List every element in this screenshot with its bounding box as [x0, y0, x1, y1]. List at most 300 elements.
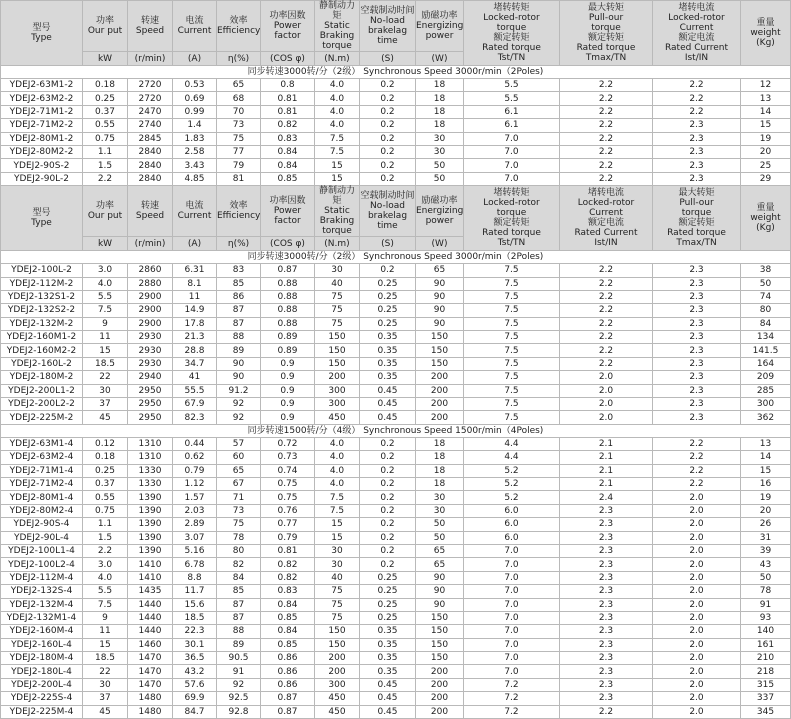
value-cell: 11.7 [173, 585, 217, 598]
value-cell: 200 [416, 398, 464, 411]
value-cell: 0.87 [261, 264, 315, 277]
table-row [1, 172, 791, 185]
value-cell: 29 [741, 172, 791, 185]
model-cell: YDEJ2-71M1-2 [1, 105, 83, 118]
header-line: 重量 [756, 18, 775, 28]
header-line: 堵转电流 [587, 188, 624, 199]
value-cell: 30 [315, 264, 360, 277]
table-row [1, 145, 791, 158]
section-row [1, 251, 791, 264]
value-cell: 2.1 [560, 464, 653, 477]
value-cell: 2900 [128, 304, 173, 317]
value-cell: 0.81 [261, 105, 315, 118]
header-line: 型号 [32, 208, 51, 219]
value-cell: 65 [217, 79, 261, 92]
value-cell: 4.0 [83, 277, 128, 290]
header-line: Rated torque [576, 43, 636, 53]
value-cell: 134 [741, 331, 791, 344]
value-cell: 22.3 [173, 625, 217, 638]
value-cell: 87 [217, 611, 261, 624]
value-cell: 83 [217, 264, 261, 277]
value-cell: 0.9 [261, 398, 315, 411]
value-cell: 2.3 [560, 652, 653, 665]
value-cell: 2.3 [653, 344, 741, 357]
value-cell: 0.35 [360, 652, 416, 665]
value-cell: 7.0 [464, 665, 560, 678]
value-cell: 0.2 [360, 504, 416, 517]
value-cell: 1410 [128, 558, 173, 571]
value-cell: 7.0 [464, 571, 560, 584]
model-cell: YDEJ2-63M1-4 [1, 437, 83, 450]
value-cell: 9 [83, 317, 128, 330]
value-cell: 1435 [128, 585, 173, 598]
value-cell: 5.2 [464, 491, 560, 504]
value-cell: 1480 [128, 692, 173, 705]
value-cell: 30 [416, 491, 464, 504]
value-cell: 2.0 [653, 491, 741, 504]
value-cell: 43 [741, 558, 791, 571]
value-cell: 7.5 [464, 304, 560, 317]
value-cell: 200 [315, 371, 360, 384]
value-cell: 0.25 [360, 317, 416, 330]
value-cell: 2.2 [560, 317, 653, 330]
value-cell: 0.75 [261, 477, 315, 490]
value-cell: 7.0 [464, 611, 560, 624]
value-cell: 0.81 [261, 92, 315, 105]
value-cell: 15 [315, 159, 360, 172]
value-cell: 92 [217, 398, 261, 411]
unit-cell: (r/min) [128, 237, 173, 251]
header-line: Rated Current [664, 43, 728, 53]
value-cell: 73 [217, 504, 261, 517]
value-cell: 40 [315, 571, 360, 584]
value-cell: 6.0 [464, 504, 560, 517]
value-cell: 5.2 [464, 464, 560, 477]
value-cell: 2.2 [653, 477, 741, 490]
value-cell: 2900 [128, 290, 173, 303]
header-line: Power factor [273, 206, 302, 227]
header-line: Speed [135, 211, 165, 222]
value-cell: 7.5 [83, 304, 128, 317]
model-cell: YDEJ2-225M-4 [1, 705, 83, 718]
value-cell: 450 [315, 411, 360, 424]
header-line: No-load [370, 16, 405, 26]
value-cell: 7.0 [464, 585, 560, 598]
value-cell: 2.0 [653, 611, 741, 624]
model-cell: YDEJ2-180M-2 [1, 371, 83, 384]
value-cell: 0.25 [360, 598, 416, 611]
header-line: torque [681, 208, 712, 219]
value-cell: 2.3 [653, 172, 741, 185]
value-cell: 2.2 [83, 544, 128, 557]
model-cell: YDEJ2-200L-4 [1, 678, 83, 691]
unit-cell: (COS φ) [261, 52, 315, 66]
value-cell: 2.2 [653, 105, 741, 118]
col-weight-header [741, 1, 791, 66]
model-cell: YDEJ2-180M-4 [1, 652, 83, 665]
col-current-header [173, 1, 217, 52]
value-cell: 0.82 [261, 558, 315, 571]
header-line: Tmax/TN [676, 238, 717, 249]
value-cell: 218 [741, 665, 791, 678]
value-cell: 2880 [128, 277, 173, 290]
value-cell: 2.2 [560, 290, 653, 303]
header-line: (Kg) [756, 223, 775, 234]
value-cell: 2.0 [653, 571, 741, 584]
table-row [1, 598, 791, 611]
value-cell: 7.5 [464, 317, 560, 330]
value-cell: 200 [416, 371, 464, 384]
value-cell: 150 [315, 331, 360, 344]
value-cell: 2.2 [560, 331, 653, 344]
value-cell: 7.5 [83, 598, 128, 611]
value-cell: 1.1 [83, 518, 128, 531]
value-cell: 0.2 [360, 159, 416, 172]
value-cell: 85 [217, 585, 261, 598]
value-cell: 2.03 [173, 504, 217, 517]
value-cell: 0.84 [261, 598, 315, 611]
value-cell: 0.99 [173, 105, 217, 118]
value-cell: 0.9 [261, 371, 315, 384]
value-cell: 89 [217, 344, 261, 357]
value-cell: 0.88 [261, 304, 315, 317]
value-cell: 1.4 [173, 119, 217, 132]
value-cell: 85 [217, 277, 261, 290]
value-cell: 2.3 [560, 678, 653, 691]
value-cell: 1470 [128, 665, 173, 678]
value-cell: 18.5 [83, 357, 128, 370]
value-cell: 0.83 [261, 585, 315, 598]
value-cell: 2.0 [653, 598, 741, 611]
value-cell: 200 [416, 705, 464, 718]
header-line: 额定转矩 [587, 33, 624, 43]
value-cell: 7.5 [315, 145, 360, 158]
value-cell: 2.0 [653, 625, 741, 638]
value-cell: 0.89 [261, 331, 315, 344]
value-cell: 1440 [128, 598, 173, 611]
value-cell: 300 [315, 384, 360, 397]
value-cell: 7.0 [464, 598, 560, 611]
value-cell: 164 [741, 357, 791, 370]
value-cell: 1.5 [83, 531, 128, 544]
model-cell: YDEJ2-132S2-2 [1, 304, 83, 317]
model-cell: YDEJ2-225M-2 [1, 411, 83, 424]
value-cell: 150 [315, 357, 360, 370]
header-line: Rated torque [482, 228, 541, 239]
value-cell: 60 [217, 451, 261, 464]
value-cell: 0.35 [360, 638, 416, 651]
value-cell: 90 [217, 357, 261, 370]
value-cell: 13 [741, 92, 791, 105]
model-cell: YDEJ2-160L-2 [1, 357, 83, 370]
table-row [1, 290, 791, 303]
value-cell: 2.2 [653, 451, 741, 464]
header-line: 额定转矩 [678, 218, 715, 229]
header-line: 转速 [140, 16, 159, 26]
value-cell: 92.8 [217, 705, 261, 718]
value-cell: 2.0 [560, 398, 653, 411]
value-cell: 2.3 [653, 119, 741, 132]
value-cell: 7.5 [315, 491, 360, 504]
table-row [1, 398, 791, 411]
header-line: Rated torque [667, 228, 726, 239]
model-cell: YDEJ2-160M2-2 [1, 344, 83, 357]
unit-cell: kW [83, 237, 128, 251]
model-cell: YDEJ2-71M1-4 [1, 464, 83, 477]
section-row [1, 424, 791, 437]
value-cell: 87 [217, 598, 261, 611]
value-cell: 2.0 [653, 665, 741, 678]
value-cell: 2.0 [653, 652, 741, 665]
header-line: 额定转矩 [493, 218, 530, 229]
value-cell: 2.3 [560, 692, 653, 705]
value-cell: 31 [741, 531, 791, 544]
value-cell: 87 [217, 317, 261, 330]
header-line: Locked-rotor [577, 198, 635, 209]
value-cell: 362 [741, 411, 791, 424]
model-cell: YDEJ2-132M-4 [1, 598, 83, 611]
value-cell: 2.0 [653, 544, 741, 557]
table-row [1, 692, 791, 705]
value-cell: 92.5 [217, 692, 261, 705]
value-cell: 2.3 [560, 544, 653, 557]
value-cell: 67.9 [173, 398, 217, 411]
value-cell: 15 [741, 464, 791, 477]
header-line: 励磁功率 [421, 11, 458, 21]
table-row [1, 119, 791, 132]
value-cell: 0.2 [360, 437, 416, 450]
value-cell: 0.2 [360, 464, 416, 477]
table-row [1, 652, 791, 665]
model-cell: YDEJ2-80M2-2 [1, 145, 83, 158]
value-cell: 0.9 [261, 357, 315, 370]
value-cell: 91.2 [217, 384, 261, 397]
header-line: 功率 [95, 16, 114, 26]
value-cell: 2.0 [560, 371, 653, 384]
header-line: torque [322, 226, 352, 237]
value-cell: 2.0 [653, 638, 741, 651]
value-cell: 75 [315, 598, 360, 611]
unit-cell: (W) [416, 52, 464, 66]
table-row [1, 92, 791, 105]
value-cell: 1390 [128, 531, 173, 544]
value-cell: 7.5 [315, 504, 360, 517]
table-row [1, 437, 791, 450]
value-cell: 0.75 [83, 504, 128, 517]
value-cell: 7.5 [464, 290, 560, 303]
value-cell: 300 [741, 398, 791, 411]
section-title: 同步转速1500转/分（4级） Synchronous Speed 1500r/min（4Poles) [1, 424, 791, 437]
value-cell: 57.6 [173, 678, 217, 691]
value-cell: 2.2 [560, 304, 653, 317]
value-cell: 80 [741, 304, 791, 317]
value-cell: 81 [217, 172, 261, 185]
table-row [1, 411, 791, 424]
header-line: torque [496, 23, 527, 33]
header-line: Tst/TN [497, 238, 526, 249]
model-cell: YDEJ2-71M2-4 [1, 477, 83, 490]
col-model-header [1, 186, 83, 251]
value-cell: 150 [416, 344, 464, 357]
value-cell: 22 [83, 371, 128, 384]
value-cell: 57 [217, 437, 261, 450]
col-power-header [83, 186, 128, 237]
header-line: Pull-our [588, 13, 624, 23]
model-cell: YDEJ2-71M2-2 [1, 119, 83, 132]
col-speed-header [128, 186, 173, 237]
value-cell: 0.9 [261, 411, 315, 424]
value-cell: 11 [83, 625, 128, 638]
header-line: Type [31, 218, 52, 229]
header-line: 功率 [95, 201, 114, 212]
value-cell: 90 [416, 585, 464, 598]
value-cell: 75 [315, 611, 360, 624]
value-cell: 210 [741, 652, 791, 665]
value-cell: 0.2 [360, 544, 416, 557]
value-cell: 6.78 [173, 558, 217, 571]
value-cell: 30 [83, 678, 128, 691]
table-row [1, 611, 791, 624]
header-line: Braking [319, 31, 355, 41]
header-line: 功率因数 [269, 11, 306, 21]
model-cell: YDEJ2-90L-2 [1, 172, 83, 185]
value-cell: 2.58 [173, 145, 217, 158]
value-cell: 7.0 [464, 558, 560, 571]
value-cell: 2.0 [653, 678, 741, 691]
header-line: Our put [87, 26, 123, 36]
col-noload_time-header [360, 1, 416, 52]
value-cell: 18 [416, 451, 464, 464]
value-cell: 4.0 [315, 451, 360, 464]
value-cell: 0.2 [360, 491, 416, 504]
table-row [1, 132, 791, 145]
value-cell: 1.57 [173, 491, 217, 504]
table-row [1, 558, 791, 571]
value-cell: 0.75 [261, 491, 315, 504]
value-cell: 450 [315, 692, 360, 705]
value-cell: 14.9 [173, 304, 217, 317]
value-cell: 7.0 [464, 172, 560, 185]
value-cell: 0.2 [360, 132, 416, 145]
value-cell: 300 [315, 678, 360, 691]
value-cell: 80 [217, 544, 261, 557]
value-cell: 92 [217, 678, 261, 691]
value-cell: 0.44 [173, 437, 217, 450]
value-cell: 2.0 [560, 411, 653, 424]
value-cell: 2720 [128, 79, 173, 92]
table-row [1, 585, 791, 598]
value-cell: 74 [741, 290, 791, 303]
value-cell: 75 [315, 585, 360, 598]
value-cell: 2840 [128, 172, 173, 185]
value-cell: 0.79 [261, 531, 315, 544]
header-line: Our put [87, 211, 123, 222]
value-cell: 2.2 [560, 119, 653, 132]
value-cell: 450 [315, 705, 360, 718]
value-cell: 41 [173, 371, 217, 384]
value-cell: 2.2 [560, 705, 653, 718]
model-cell: YDEJ2-180L-4 [1, 665, 83, 678]
header-line: Efficiency [217, 26, 261, 36]
header-line: Ist/IN [594, 238, 618, 249]
value-cell: 0.83 [261, 132, 315, 145]
value-cell: 0.87 [261, 692, 315, 705]
header-line: 最大转矩 [587, 3, 624, 13]
value-cell: 0.55 [83, 119, 128, 132]
header-line: Braking [319, 216, 355, 227]
value-cell: 15 [315, 172, 360, 185]
value-cell: 1330 [128, 477, 173, 490]
value-cell: 0.45 [360, 692, 416, 705]
value-cell: 71 [217, 491, 261, 504]
header-line: No-load [370, 201, 405, 212]
value-cell: 0.81 [261, 544, 315, 557]
value-cell: 0.45 [360, 705, 416, 718]
value-cell: 2.3 [560, 518, 653, 531]
value-cell: 2.3 [560, 531, 653, 544]
value-cell: 5.16 [173, 544, 217, 557]
header-line: time [377, 36, 398, 46]
value-cell: 0.86 [261, 652, 315, 665]
value-cell: 4.0 [315, 105, 360, 118]
value-cell: 55.5 [173, 384, 217, 397]
value-cell: 1390 [128, 544, 173, 557]
section-title: 同步转速3000转/分（2级） Synchronous Speed 3000r/min（2Poles) [1, 66, 791, 79]
value-cell: 0.2 [360, 451, 416, 464]
table-row [1, 317, 791, 330]
value-cell: 4.0 [315, 437, 360, 450]
header-line: Pull-our [679, 198, 714, 209]
value-cell: 50 [416, 159, 464, 172]
value-cell: 0.55 [83, 491, 128, 504]
value-cell: 2860 [128, 264, 173, 277]
value-cell: 3.07 [173, 531, 217, 544]
value-cell: 75 [315, 317, 360, 330]
unit-cell: η(%) [217, 52, 261, 66]
model-cell: YDEJ2-132S-4 [1, 585, 83, 598]
table-row [1, 491, 791, 504]
value-cell: 4.0 [315, 119, 360, 132]
header-line: torque [496, 208, 527, 219]
value-cell: 140 [741, 625, 791, 638]
value-cell: 15 [315, 518, 360, 531]
value-cell: 6.0 [464, 531, 560, 544]
value-cell: 7.5 [464, 277, 560, 290]
value-cell: 7.0 [464, 652, 560, 665]
col-current-header [173, 186, 217, 237]
value-cell: 7.0 [464, 638, 560, 651]
value-cell: 4.4 [464, 451, 560, 464]
value-cell: 7.5 [315, 132, 360, 145]
value-cell: 141.5 [741, 344, 791, 357]
value-cell: 77 [217, 145, 261, 158]
value-cell: 150 [416, 625, 464, 638]
header-line: 功率因数 [269, 196, 306, 207]
value-cell: 2.3 [653, 357, 741, 370]
value-cell: 0.2 [360, 264, 416, 277]
value-cell: 0.25 [360, 304, 416, 317]
value-cell: 150 [416, 638, 464, 651]
value-cell: 2.3 [653, 384, 741, 397]
value-cell: 2950 [128, 384, 173, 397]
model-cell: YDEJ2-100L1-4 [1, 544, 83, 557]
header-row [1, 186, 791, 237]
value-cell: 2.0 [653, 585, 741, 598]
header-line: Locked-rotor [483, 13, 540, 23]
value-cell: 2.0 [653, 692, 741, 705]
value-cell: 2.1 [560, 437, 653, 450]
value-cell: 2.2 [560, 132, 653, 145]
